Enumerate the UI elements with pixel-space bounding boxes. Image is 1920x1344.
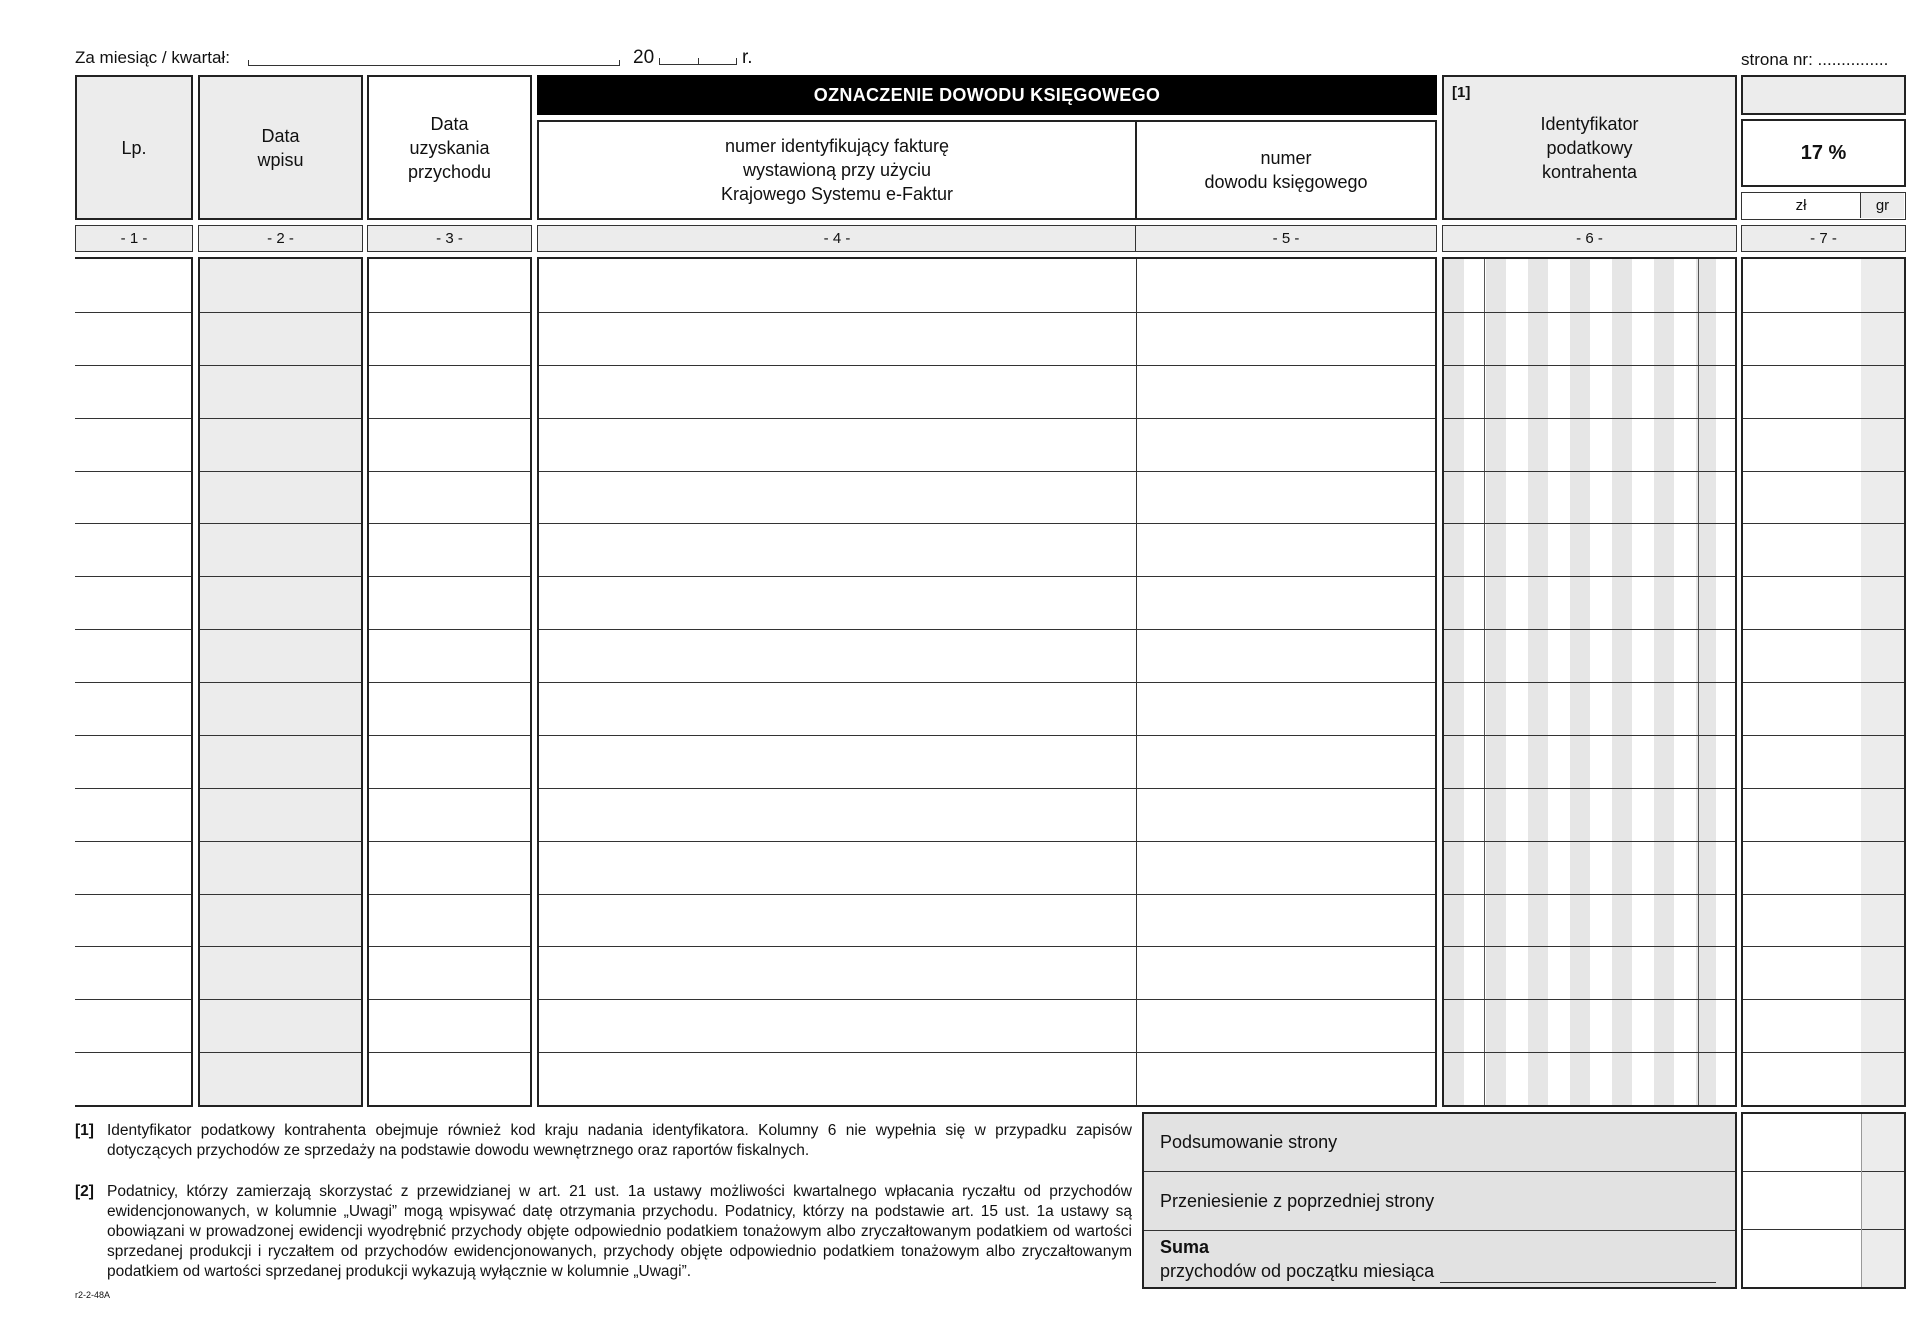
colnum-3-text: - 3 -	[436, 230, 463, 247]
table-row-divider	[1444, 788, 1735, 789]
table-row-divider	[539, 894, 1136, 895]
footnote-2-text: Podatnicy, którzy zamierzają skorzystać z przewidzianej w art. 21 ust. 1a ustawy możliwości kwartalnego wpłacania ryczałtu od przychodów ewidencjonowanych, w kolumnie „Uwagi” mogą wpisywać datę otrzymania przychodu. Podatnicy, którzy na podstawie art. 15 ust. 1a ustawy są obowiązani w prowadzonej ewidencji wyodrębnić przychody objęte odpowiednio podatkiem tonażowym albo zryczałtowanym podatkiem od wartości sprzedanej produkcji i ryczałtem od przychodów ewidencjonowanych, przychody objęte odpowiednio podatkiem tonażowym albo zryczałtowanym podatkiem od wartości sprzedanej produkcji wykazują wyłącznie w kolumnie „Uwagi”.	[107, 1183, 1132, 1280]
header-tax-id-l2: podatkowy	[1546, 137, 1633, 158]
grid-col-amount[interactable]	[1741, 257, 1906, 1107]
summary-amount-divider-2	[1743, 1229, 1904, 1230]
header-data-wpisu	[198, 75, 363, 220]
table-row-divider	[75, 1052, 191, 1053]
table-row-divider	[539, 788, 1136, 789]
summary-total-underline	[1440, 1264, 1716, 1283]
table-row-divider	[539, 841, 1136, 842]
summary-amounts[interactable]	[1741, 1112, 1906, 1289]
table-row-divider	[200, 365, 361, 366]
table-row-divider	[539, 735, 1136, 736]
table-row-divider	[75, 735, 191, 736]
summary-carry-over	[1144, 1172, 1735, 1231]
grid-col-lp[interactable]	[75, 257, 193, 1107]
colnum-7	[1741, 225, 1906, 252]
table-row-divider	[1135, 788, 1435, 789]
header-data-wpisu-l2: wpisu	[257, 149, 304, 170]
header-data-wpisu-l1: Data	[261, 125, 300, 146]
table-row-divider	[1135, 894, 1435, 895]
group-title-text: OZNACZENIE DOWODU KSIĘGOWEGO	[813, 84, 1161, 105]
colnum-1-text: - 1 -	[120, 230, 148, 247]
table-row-divider	[1743, 312, 1904, 313]
table-row-divider	[369, 999, 530, 1000]
header-ksef-l1: numer identyfikujący fakturę	[724, 136, 950, 156]
table-row-divider	[369, 312, 530, 313]
table-row-divider	[369, 894, 530, 895]
header-ksef-number	[537, 120, 1137, 220]
table-row-divider	[1743, 576, 1904, 577]
table-row-divider	[200, 682, 361, 683]
table-row-divider	[1135, 629, 1435, 630]
table-row-divider	[1444, 946, 1735, 947]
table-row-divider	[539, 682, 1136, 683]
table-row-divider	[1444, 841, 1735, 842]
table-row-divider	[200, 946, 361, 947]
header-tax-id-l3: kontrahenta	[1541, 161, 1638, 182]
table-row-divider	[1743, 788, 1904, 789]
table-row-divider	[1135, 312, 1435, 313]
header-tax-id	[1442, 75, 1737, 220]
grid-col-data-wpisu[interactable]	[198, 257, 363, 1107]
table-row-divider	[1743, 629, 1904, 630]
table-row-divider	[75, 418, 191, 419]
table-row-divider	[539, 1052, 1136, 1053]
header-tax-id-ref: [1]	[1452, 84, 1471, 101]
grid-col-ksef[interactable]	[537, 257, 1137, 1107]
header-data-uzyskania-l1: Data	[430, 113, 469, 134]
summary-total-bold: Suma	[1160, 1237, 1210, 1257]
table-row-divider	[75, 629, 191, 630]
period-label: Za miesiąc / kwartał:	[75, 48, 230, 67]
gr-label-cell	[1860, 193, 1904, 218]
header-data-uzyskania-l2: uzyskania	[409, 137, 490, 158]
table-row-divider	[75, 312, 191, 313]
header-rate-value: 17 %	[1800, 141, 1847, 164]
period-field[interactable]	[248, 60, 620, 66]
table-row-divider	[1444, 629, 1735, 630]
table-row-divider	[1743, 523, 1904, 524]
header-doc-l1: numer	[1260, 148, 1312, 168]
table-row-divider	[200, 788, 361, 789]
table-row-divider	[1743, 894, 1904, 895]
table-row-divider	[539, 365, 1136, 366]
summary-amount-divider-1	[1743, 1171, 1904, 1172]
table-row-divider	[539, 471, 1136, 472]
table-row-divider	[75, 576, 191, 577]
table-row-divider	[1135, 523, 1435, 524]
table-row-divider	[1444, 418, 1735, 419]
table-row-divider	[1743, 418, 1904, 419]
table-row-divider	[1743, 735, 1904, 736]
table-row-divider	[1135, 682, 1435, 683]
table-row-divider	[1135, 841, 1435, 842]
table-row-divider	[369, 629, 530, 630]
table-row-divider	[539, 418, 1136, 419]
table-row-divider	[75, 894, 191, 895]
table-row-divider	[369, 576, 530, 577]
table-row-divider	[369, 523, 530, 524]
colnum-6-text: - 6 -	[1576, 230, 1603, 247]
colnum-4-text: - 4 -	[823, 230, 851, 247]
table-row-divider	[200, 418, 361, 419]
table-row-divider	[1135, 999, 1435, 1000]
summary-labels	[1142, 1112, 1737, 1289]
table-row-divider	[200, 894, 361, 895]
table-row-divider	[200, 523, 361, 524]
form-code: r2-2-48A	[75, 1290, 111, 1300]
table-row-divider	[1444, 682, 1735, 683]
table-row-divider	[539, 999, 1136, 1000]
colnum-3	[367, 225, 532, 252]
header-doc-l2: dowodu księgowego	[1204, 172, 1368, 192]
year-prefix: 20	[633, 47, 655, 68]
table-row-divider	[1444, 1052, 1735, 1053]
table-row-divider	[75, 841, 191, 842]
summary-total-rest: przychodów od początku miesiąca	[1160, 1261, 1435, 1281]
table-row-divider	[369, 1052, 530, 1053]
table-row-divider	[1743, 841, 1904, 842]
header-ksef-l3: Krajowego Systemu e-Faktur	[720, 184, 954, 204]
grid-col-tax-id[interactable]	[1442, 257, 1737, 1107]
colnum-2	[198, 225, 363, 252]
header-rate	[1741, 119, 1906, 187]
header-currency-units	[1741, 192, 1906, 220]
header-group-title	[537, 75, 1437, 115]
table-row-divider	[1135, 576, 1435, 577]
header-lp-label: Lp.	[121, 137, 147, 158]
table-row-divider	[1444, 312, 1735, 313]
table-row-divider	[539, 629, 1136, 630]
table-row-divider	[200, 999, 361, 1000]
table-row-divider	[369, 841, 530, 842]
header-ksef-l2: wystawioną przy użyciu	[742, 160, 932, 180]
table-row-divider	[200, 735, 361, 736]
page-number-label: strona nr: ...............	[1741, 50, 1889, 69]
table-row-divider	[75, 999, 191, 1000]
table-row-divider	[1135, 365, 1435, 366]
table-row-divider	[75, 471, 191, 472]
table-row-divider	[369, 946, 530, 947]
table-row-divider	[75, 946, 191, 947]
grid-col-document[interactable]	[1135, 257, 1437, 1107]
table-row-divider	[200, 471, 361, 472]
gr-label: gr	[1875, 197, 1890, 214]
summary-gr-band	[1861, 1114, 1906, 1287]
colnum-6	[1442, 225, 1737, 252]
table-row-divider	[369, 418, 530, 419]
colnum-1	[75, 225, 193, 252]
table-row-divider	[75, 365, 191, 366]
table-row-divider	[200, 312, 361, 313]
header-lp	[75, 75, 193, 220]
summary-carry-over-label: Przeniesienie z poprzedniej strony	[1160, 1190, 1435, 1211]
table-row-divider	[1743, 999, 1904, 1000]
table-row-divider	[369, 735, 530, 736]
footnote-1-ref: [1]	[75, 1122, 94, 1139]
table-row-divider	[75, 682, 191, 683]
table-row-divider	[1743, 471, 1904, 472]
footnote-2-ref: [2]	[75, 1183, 94, 1200]
colnum-5-text: - 5 -	[1272, 230, 1300, 247]
table-row-divider	[75, 523, 191, 524]
table-row-divider	[200, 841, 361, 842]
summary-zl-gr-divider	[1861, 1114, 1862, 1287]
table-row-divider	[200, 1052, 361, 1053]
table-row-divider	[539, 312, 1136, 313]
zl-label: zł	[1795, 197, 1807, 214]
colnum-5	[1135, 225, 1437, 252]
table-row-divider	[539, 523, 1136, 524]
table-row-divider	[1135, 418, 1435, 419]
summary-page-sum-label: Podsumowanie strony	[1160, 1132, 1338, 1152]
table-row-divider	[1743, 682, 1904, 683]
table-row-divider	[369, 471, 530, 472]
table-row-divider	[1444, 471, 1735, 472]
table-row-divider	[1135, 946, 1435, 947]
zl-label-cell	[1742, 193, 1860, 218]
footnote-1-text: Identyfikator podatkowy kontrahenta obejmuje również kod kraju nadania identyfikatora. Kolumny 6 nie wypełnia się w przypadku zapisów dotyczących przychodów ze sprzedaży na podstawie dowodu wewnętrznego oraz raportów fiskalnych.	[107, 1122, 1132, 1159]
table-row-divider	[369, 788, 530, 789]
table-row-divider	[1743, 946, 1904, 947]
table-row-divider	[1444, 735, 1735, 736]
colnum-2-text: - 2 -	[267, 230, 294, 247]
table-row-divider	[369, 365, 530, 366]
table-row-divider	[1743, 365, 1904, 366]
summary-page-sum	[1144, 1114, 1735, 1172]
table-row-divider	[200, 629, 361, 630]
year-field[interactable]	[659, 58, 737, 65]
table-row-divider	[539, 946, 1136, 947]
colnum-4	[537, 225, 1137, 252]
table-row-divider	[1444, 365, 1735, 366]
header-tax-id-l1: Identyfikator	[1540, 113, 1639, 134]
grid-col-data-uzyskania[interactable]	[367, 257, 532, 1107]
summary-total	[1144, 1231, 1735, 1289]
table-row-divider	[1743, 1052, 1904, 1053]
table-row-divider	[1135, 735, 1435, 736]
colnum-7-text: - 7 -	[1810, 230, 1837, 247]
table-row-divider	[75, 788, 191, 789]
table-row-divider	[539, 576, 1136, 577]
table-row-divider	[369, 682, 530, 683]
header-rate-top	[1741, 75, 1906, 115]
header-data-uzyskania-l3: przychodu	[407, 161, 492, 182]
table-row-divider	[1444, 999, 1735, 1000]
table-row-divider	[1444, 894, 1735, 895]
table-row-divider	[1444, 523, 1735, 524]
table-row-divider	[1444, 576, 1735, 577]
header-document-number	[1135, 120, 1437, 220]
header-data-uzyskania	[367, 75, 532, 220]
table-row-divider	[1135, 471, 1435, 472]
table-row-divider	[200, 576, 361, 577]
year-suffix: r.	[742, 47, 753, 68]
table-row-divider	[1135, 1052, 1435, 1053]
